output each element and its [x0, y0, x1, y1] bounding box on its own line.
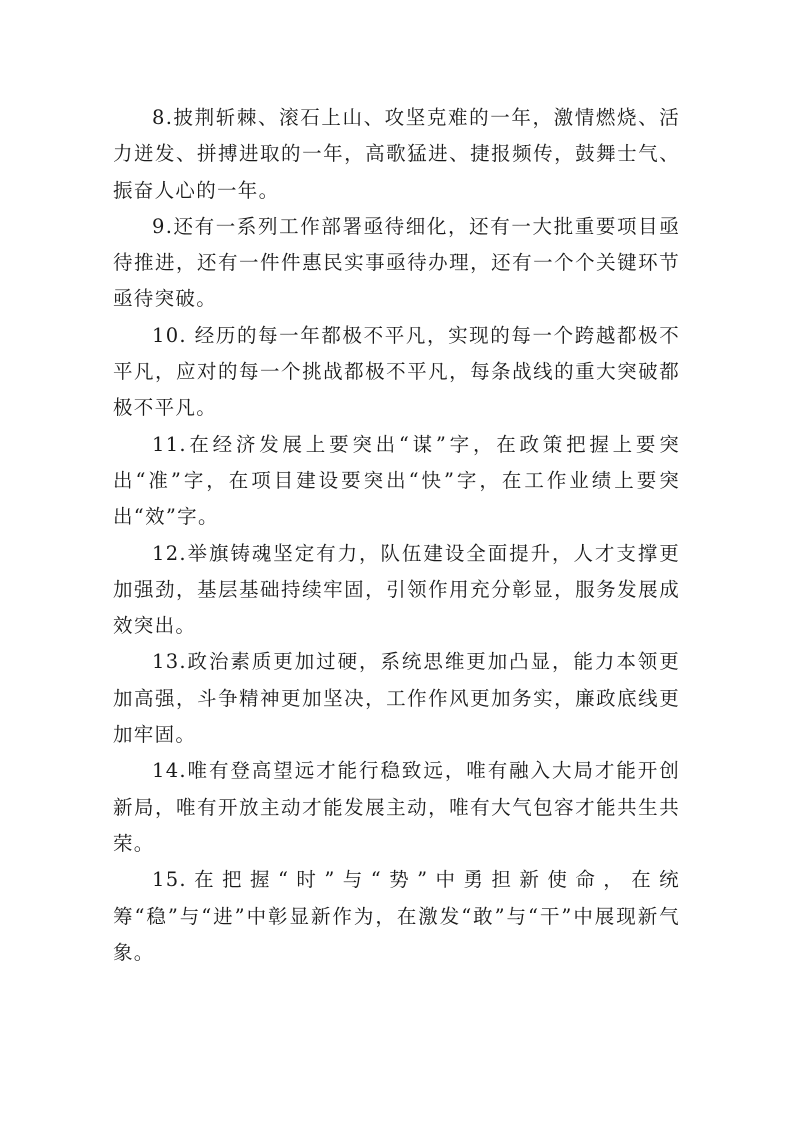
paragraph-10: 10. 经历的每一年都极不平凡，实现的每一个跨越都极不平凡，应对的每一个挑战都极不平凡，每条战线的重大突破都极不平凡。: [113, 323, 680, 420]
paragraph-13: 13.政治素质更加过硬，系统思维更加凸显，能力本领更加高强，斗争精神更加坚决，工作作风更加务实，廉政底线更加牢固。: [113, 650, 680, 747]
document-body: [113, 100, 680, 971]
paragraph-8: 8.披荆斩棘、滚石上山、攻坚克难的一年，激情燃烧、活力迸发、拼搏进取的一年，高歌猛进、捷报频传，鼓舞士气、振奋人心的一年。: [113, 106, 680, 202]
paragraph-9: 9.还有一系列工作部署亟待细化，还有一大批重要项目亟待推进，还有一件件惠民实事亟待办理，还有一个个关键环节亟待突破。: [113, 214, 680, 311]
paragraph-14: 14.唯有登高望远才能行稳致远，唯有融入大局才能开创新局，唯有开放主动才能发展主动，唯有大气包容才能共生共荣。: [113, 759, 680, 855]
paragraph-11: 11.在经济发展上要突出“谋”字，在政策把握上要突出“准”字，在项目建设要突出“快”字，在工作业绩上要突出“效”字。: [113, 432, 680, 529]
paragraph-12: 12.举旗铸魂坚定有力，队伍建设全面提升，人才支撑更加强劲，基层基础持续牢固，引领作用充分彰显，服务发展成效突出。: [113, 541, 680, 638]
paragraph-15: 15.在把握“时”与“势”中勇担新使命，在统筹“稳”与“进”中彰显新作为，在激发“敢”与“干”中展现新气象。: [113, 868, 680, 964]
